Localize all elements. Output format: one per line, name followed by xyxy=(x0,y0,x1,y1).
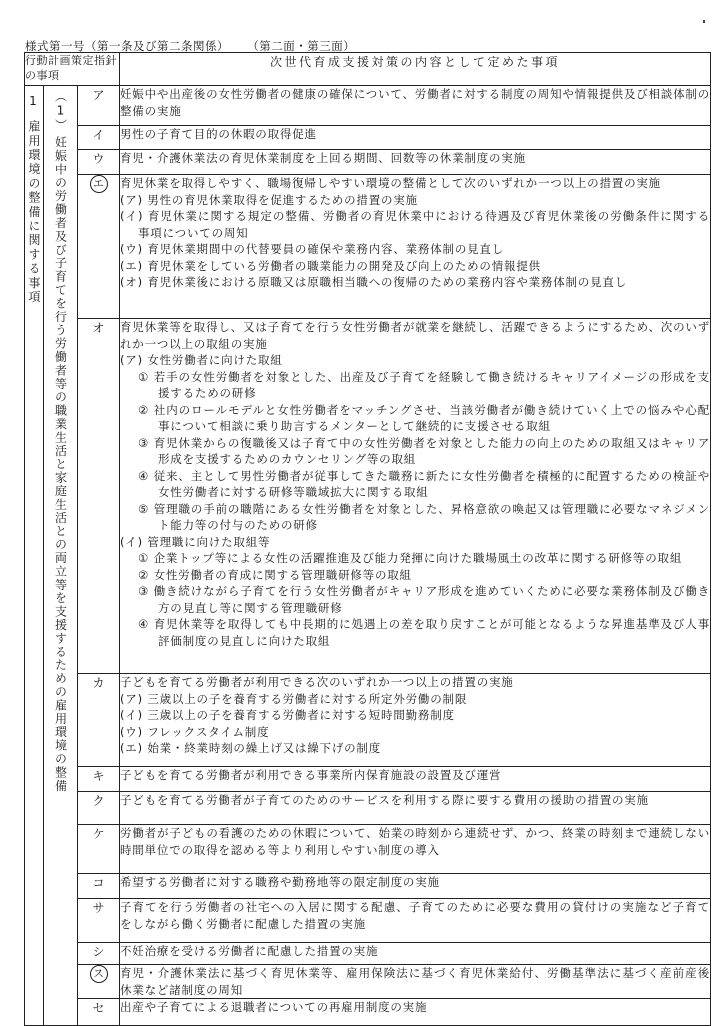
item-label-cell xyxy=(78,150,120,175)
item-subpoint: (イ) 育児休業に関する規定の整備、労働者の育児休業中における待遇及び育児休業後の労働条件に関する事項についての周知 xyxy=(120,209,710,240)
scan-mark xyxy=(703,20,705,23)
item-label-cell xyxy=(78,792,120,825)
item-label: コ xyxy=(92,876,105,890)
item-text: 子どもを育てる労働者が利用できる事業所内保育施設の設置及び運営 xyxy=(120,768,502,782)
item-label-cell xyxy=(78,126,120,150)
table-row xyxy=(25,999,711,1026)
item-text: 育児・介護休業法の育児休業制度を上回る期間、回数等の休業制度の実施 xyxy=(120,151,526,165)
item-label: ケ xyxy=(92,827,105,841)
category-column xyxy=(25,86,44,1026)
table-row xyxy=(25,767,711,792)
category-title: 雇用環境の整備に関する事項 xyxy=(27,120,41,305)
header-measures: 次世代育成支援対策の内容として定めた事項 xyxy=(120,53,711,86)
subcategory-column xyxy=(44,86,78,1026)
subcategory-number: （1） xyxy=(53,90,68,133)
item-subpoint: (ア) 男性の育児休業取得を促進するための措置の実施 xyxy=(120,192,418,207)
item-content xyxy=(120,126,711,150)
form-label: 様式第一号（第一条及び第二条関係） xyxy=(25,39,229,53)
header-guideline: 行動計画策定指針の事項 xyxy=(25,53,120,86)
item-label-cell xyxy=(78,767,120,792)
item-subpoint: (エ) 始業・終業時刻の繰上げ又は繰下げの制度 xyxy=(120,741,382,755)
item-subpoint: (エ) 育児休業をしている労働者の職業能力の開発及び向上のための情報提供 xyxy=(120,258,541,273)
item-subpoint: (オ) 育児休業後における原職又は原職相当職への復帰のための業務内容や業務体制の見直し xyxy=(120,275,628,289)
category-number: 1 xyxy=(29,94,39,108)
item-content xyxy=(120,175,711,319)
item-text: 労働者が子どもの看護のための休暇について、始業の時刻から連続せず、かつ、終業の時刻まで連続しない時間単位での取得を認める等より利用しやすい制度の導入 xyxy=(120,826,710,857)
item-text: 不妊治療を受ける労働者に配慮した措置の実施 xyxy=(120,944,379,958)
table-row xyxy=(25,825,711,874)
header-row xyxy=(25,53,711,86)
item-label-cell xyxy=(78,899,120,943)
item-group-subpoint: ② 女性労働者の育成に関する管理職研修等の取組 xyxy=(138,567,412,582)
item-content xyxy=(120,674,711,767)
item-content xyxy=(120,874,711,899)
item-subpoint: (イ) 三歳以上の子を養育する労働者に対する短時間勤務制度 xyxy=(120,708,455,722)
table-row xyxy=(25,175,711,319)
item-label: エ xyxy=(90,175,108,193)
item-subpoint: (ア) 三歳以上の子を養育する労働者に対する所定外労働の制限 xyxy=(120,691,468,706)
item-content xyxy=(120,319,711,674)
item-label: サ xyxy=(92,901,105,915)
item-group-subpoint: ① 企業トップ等による女性の活躍推進及び能力発揮に向けた職場風土の改革に関する研修等の取組 xyxy=(138,551,683,565)
item-content xyxy=(120,899,711,943)
item-text: 子育てを行う労働者の社宅への入居に関する配慮、子育てのために必要な費用の貸付けの実施など子育てをしながら働く労働者に配慮した措置の実施 xyxy=(120,900,710,931)
measures-table xyxy=(24,52,711,1026)
item-text: 男性の子育て目的の休暇の取得促進 xyxy=(120,127,317,141)
page-label: （第二面・第三面） xyxy=(253,39,356,53)
item-group-subpoint: ② 社内のロールモデルと女性労働者をマッチングさせ、当該労働者が働き続けていく上での悩みや心配事について相談に乗り助言するメンターとして継続的に支援させる取組 xyxy=(138,402,710,433)
item-label-cell xyxy=(78,965,120,999)
item-label-cell xyxy=(78,319,120,674)
item-content xyxy=(120,965,711,999)
item-text: 妊娠中や出産後の女性労働者の健康の確保について、労働者に対する制度の周知や情報提供及び相談体制の整備の実施 xyxy=(120,87,710,118)
item-group-subpoint: ① 若手の女性労働者を対象とした、出産及び子育てを経験して働き続けるキャリアイメージの形成を支援するための研修 xyxy=(138,369,710,400)
item-label: キ xyxy=(92,769,105,783)
item-content xyxy=(120,86,711,126)
item-label: セ xyxy=(92,1001,105,1015)
item-group-subpoint: ③ 育児休業からの復職後又は子育て中の女性労働者を対象とした能力の向上のための取組又はキャリア形成を支援するためのカウンセリング等の取組 xyxy=(138,435,710,466)
item-group-subpoint: ③ 働き続けながら子育てを行う女性労働者がキャリア形成を進めていくために必要な業務体制及び働き方の見直し等に関する管理職研修 xyxy=(138,584,710,615)
item-text: 出産や子育てによる退職者についての再雇用制度の実施 xyxy=(120,1000,428,1014)
item-group-title: (イ) 管理職に向けた取組等 xyxy=(120,534,271,549)
item-label-cell xyxy=(78,943,120,965)
item-text: 育児休業を取得しやすく、職場復帰しやすい環境の整備として次のいずれか一つ以上の措置の実施 xyxy=(120,176,661,190)
table-row xyxy=(25,965,711,999)
table-row xyxy=(25,150,711,175)
item-subpoint: (ウ) 育児休業期間中の代替要員の確保や業務内容、業務体制の見直し xyxy=(120,242,505,256)
item-subpoint: (ウ) フレックスタイム制度 xyxy=(120,724,270,739)
item-text: 育児・介護休業法に基づく育児休業等、雇用保険法に基づく育児休業給付、労働基準法に基づく産前産後休業など諸制度の周知 xyxy=(120,966,710,997)
item-label: ア xyxy=(92,88,105,102)
table-row xyxy=(25,126,711,150)
item-text: 希望する労働者に対する職務や勤務地等の限定制度の実施 xyxy=(120,875,440,889)
item-group-subpoint: ⑤ 管理職の手前の職階にある女性労働者を対象とした、昇格意欲の喚起又は管理職に必要なマネジメント能力等の付与のための研修 xyxy=(138,501,710,532)
table-row xyxy=(25,792,711,825)
item-content xyxy=(120,767,711,792)
item-label-cell xyxy=(78,825,120,874)
table-row xyxy=(25,319,711,674)
item-label: カ xyxy=(92,676,105,690)
item-label-cell xyxy=(78,874,120,899)
item-content xyxy=(120,943,711,965)
item-content xyxy=(120,825,711,874)
table-row xyxy=(25,874,711,899)
item-group-subpoint: ④ 従来、主として男性労働者が従事してきた職務に新たに女性労働者を積極的に配置するための検証や女性労働者に対する研修等職域拡大に関する取組 xyxy=(138,468,710,499)
item-content xyxy=(120,150,711,175)
table-row xyxy=(25,943,711,965)
item-label-cell xyxy=(78,175,120,319)
table-row xyxy=(25,86,711,126)
item-label-cell xyxy=(78,86,120,126)
table-row xyxy=(25,674,711,767)
item-label: ウ xyxy=(92,152,105,166)
item-text: 子どもを育てる労働者が子育てのためのサービスを利用する際に要する費用の援助の措置の実施 xyxy=(120,793,649,807)
item-label-cell xyxy=(78,674,120,767)
item-label: ク xyxy=(92,794,105,808)
item-label: オ xyxy=(92,321,105,335)
item-content xyxy=(120,999,711,1026)
item-text: 育児休業等を取得し、又は子育てを行う女性労働者が就業を継続し、活躍できるようにするため、次のいずれか一つ以上の取組の実施 xyxy=(120,320,710,351)
item-group-subpoint: ④ 育児休業等を取得しても中長期的に処遇上の差を取り戻すことが可能となるような昇進基準及び人事評価制度の見直しに向けた取組 xyxy=(138,617,710,648)
subcategory-title: 妊娠中の労働者及び子育てを行う労働者等の職業生活と家庭生活との両立等を支援するための雇用環境の整備 xyxy=(53,136,68,793)
item-content xyxy=(120,792,711,825)
item-label-cell xyxy=(78,999,120,1026)
item-group-title: (ア) 女性労働者に向けた取組 xyxy=(120,353,283,367)
item-label: シ xyxy=(92,945,105,959)
item-label: ス xyxy=(90,965,108,983)
item-label: イ xyxy=(92,128,105,142)
table-row xyxy=(25,899,711,943)
item-text: 子どもを育てる労働者が利用できる次のいずれか一つ以上の措置の実施 xyxy=(120,675,514,689)
